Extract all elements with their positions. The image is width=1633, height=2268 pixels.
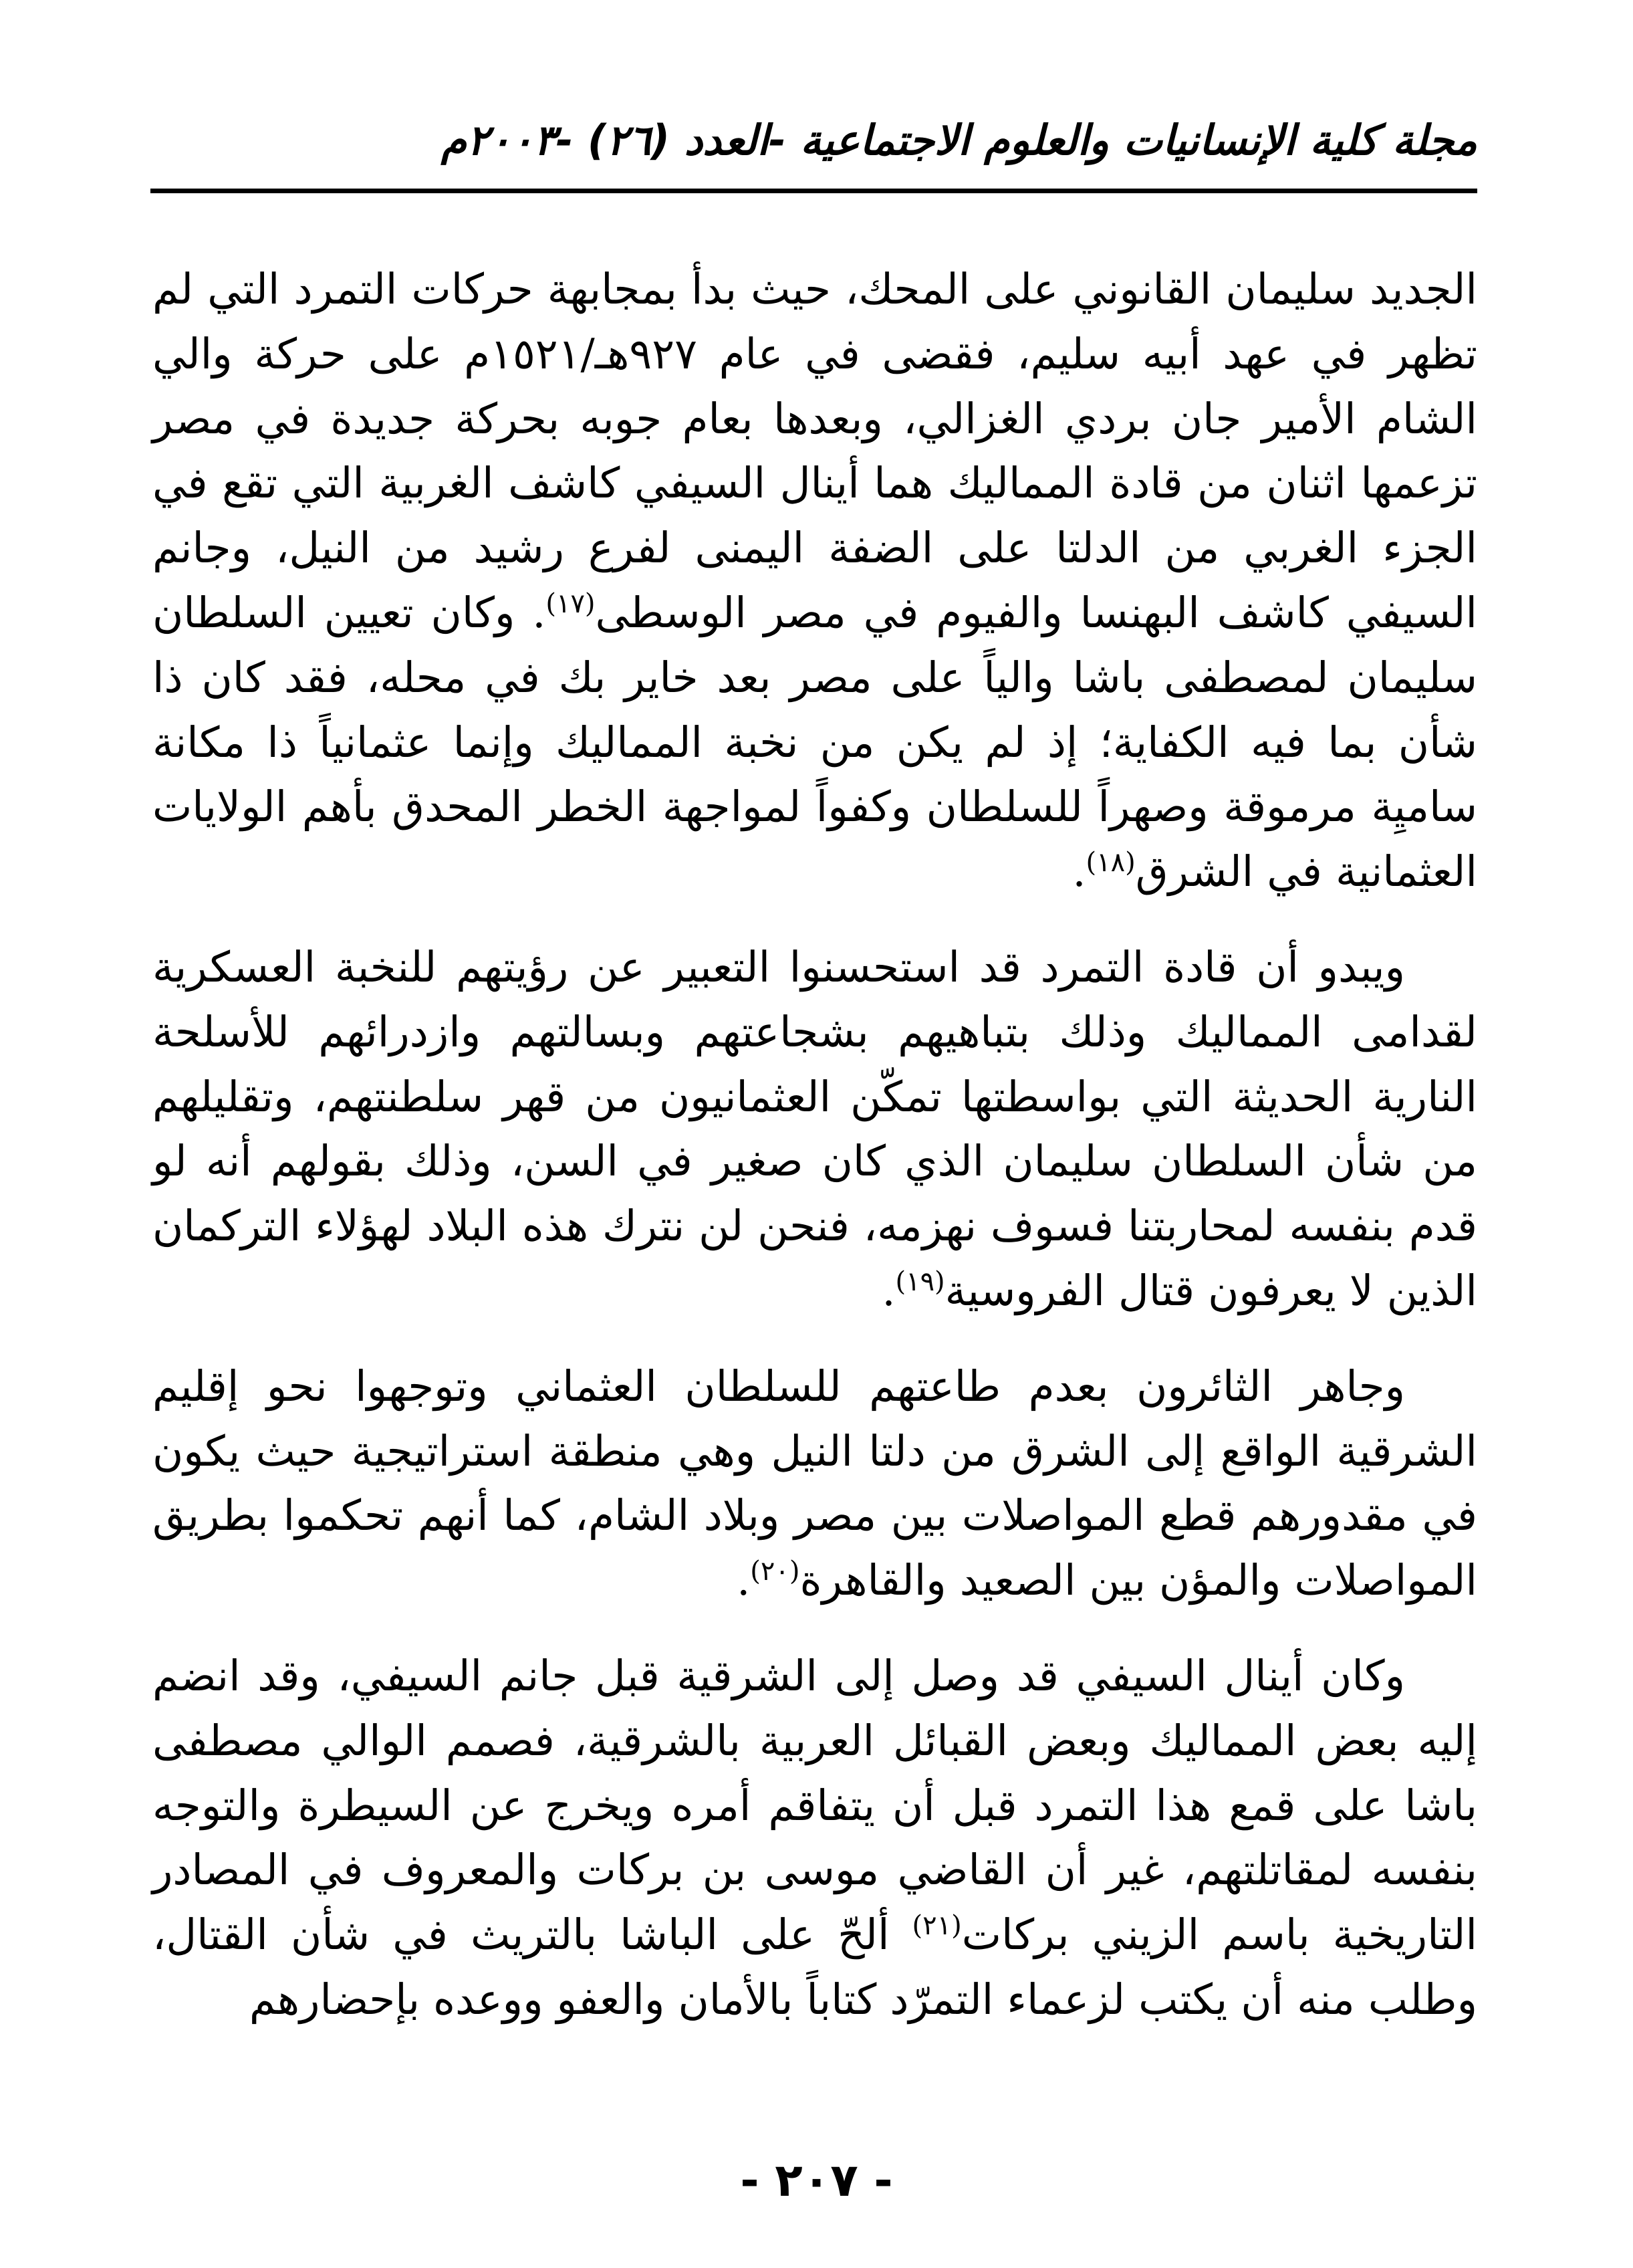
paragraph-text: الجديد سليمان القانوني على المحك، حيث بدأ بمجابهة حركات التمرد التي لم تظهر في عهد أبيه سليم، فقضى في عام ٩٢٧هـ/١٥٢١م على حركة والي الشام الأمير جان بردي الغزالي، وبعدها بعام جوبه بحركة جديدة في مصر تزعمها اثنان من قادة المماليك هما أينال السيفي كاشف الغربية التي تقع في الجزء الغربي من الدلتا على الضفة اليمنى لفرع رشيد من النيل، وجانم السيفي كاشف البهنسا والفيوم في مصر الوسطى — [152, 265, 1477, 637]
footnote-ref: (٢١) — [912, 1910, 962, 1942]
footnote-ref: (١٩) — [895, 1266, 945, 1297]
paragraph-1 — [152, 257, 1477, 905]
paragraph-text: . وكان تعيين السلطان سليمان لمصطفى باشا والياً على مصر بعد خاير بك في محله، فقد كان ذا شأن بما فيه الكفاية؛ إذ لم يكن من نخبة المماليك وإنما عثمانياً ذا مكانة ساميِة مرموقة وصهراً للسلطان وكفواً لمواجهة الخطر المحدق بأهم الولايات العثمانية في الشرق — [152, 588, 1477, 897]
paragraph-text: . — [737, 1556, 751, 1605]
header-divider — [150, 189, 1477, 193]
article-body — [152, 257, 1477, 2063]
paragraph-text: وكان أينال السيفي قد وصل إلى الشرقية قبل جانم السيفي، وقد انضم إليه بعض المماليك وبعض القبائل العربية بالشرقية، فصمم الوالي مصطفى باشا على قمع هذا التمرد قبل أن يتفاقم أمره ويخرج عن السيطرة والتوجه بنفسه لمقاتلتهم، غير أن القاضي موسى بن بركات والمعروف في المصادر التاريخية باسم الزيني بركات — [152, 1651, 1477, 1960]
footnote-ref: (١٨) — [1086, 847, 1136, 879]
paragraph-text: . — [882, 1266, 896, 1315]
footnote-ref: (١٧) — [545, 588, 596, 619]
paragraph-4 — [152, 1644, 1477, 2033]
page-number: - ٢٠٧ - — [740, 2154, 893, 2207]
footnote-ref: (٢٠) — [750, 1556, 800, 1587]
journal-header: مجلة كلية الإنسانيات والعلوم الاجتماعية -العدد (٢٦) -٢٠٠٣م — [441, 116, 1477, 164]
paragraph-text: ويبدو أن قادة التمرد قد استحسنوا التعبير عن رؤيتهم للنخبة العسكرية لقدامى المماليك وذلك بتباهيهم بشجاعتهم وبسالتهم وازدرائهم للأسلحة النارية الحديثة التي بواسطتها تمكّن العثمانيون من قهر سلطنتهم، وتقليلهم من شأن السلطان سليمان الذي كان صغير في السن، وذلك بقولهم أنه لو قدم بنفسه لمحاربتنا فسوف نهزمه، فنحن لن نترك هذه البلاد لهؤلاء التركمان الذين لا يعرفون قتال الفروسية — [152, 942, 1477, 1315]
paragraph-text: وجاهر الثائرون بعدم طاعتهم للسلطان العثماني وتوجهوا نحو إقليم الشرقية الواقع إلى الشرق من دلتا النيل وهي منطقة استراتيجية حيث يكون في مقدورهم قطع المواصلات بين مصر وبلاد الشام، كما أنهم تحكموا بطريق المواصلات والمؤن بين الصعيد والقاهرة — [152, 1361, 1477, 1605]
paragraph-3 — [152, 1355, 1477, 1613]
paragraph-text: . — [1072, 847, 1086, 897]
paragraph-text: ألحّ على الباشا بالتريث في شأن القتال، وطلب منه أن يكتب لزعماء التمرّد كتاباً بالأمان والعفو ووعده بإحضارهم — [152, 1910, 1477, 2024]
paragraph-2 — [152, 935, 1477, 1324]
